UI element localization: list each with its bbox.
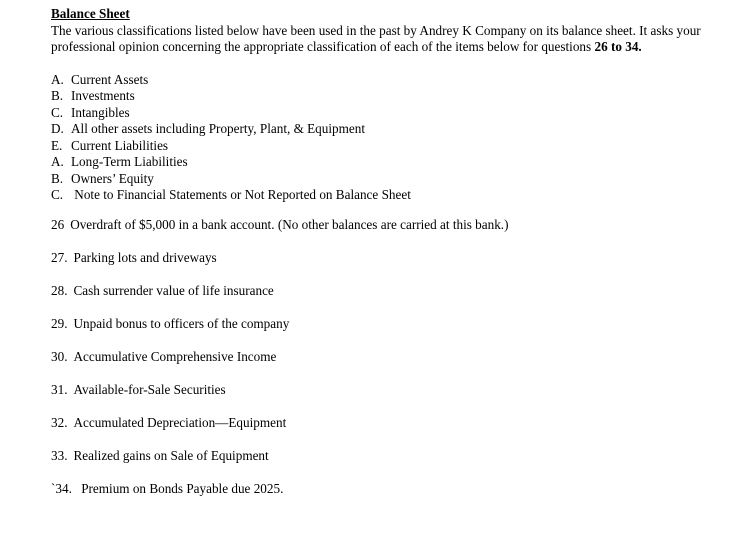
classification-item bbox=[51, 154, 721, 171]
option-label: Owners’ Equity bbox=[71, 170, 154, 186]
option-letter: E. bbox=[51, 137, 63, 153]
option-letter: B. bbox=[51, 170, 64, 186]
question-text: Accumulated Depreciation—Equipment bbox=[73, 414, 287, 430]
question-number: 31. bbox=[51, 381, 68, 397]
intro-paragraph bbox=[51, 23, 721, 56]
question-number: 30. bbox=[51, 348, 68, 364]
question-item bbox=[51, 382, 721, 415]
question-text: Available-for-Sale Securities bbox=[73, 381, 226, 397]
option-label: Long-Term Liabilities bbox=[71, 154, 188, 169]
option-label: Current Liabilities bbox=[71, 137, 169, 153]
classification-item bbox=[51, 88, 721, 105]
document-page bbox=[51, 6, 721, 514]
option-letter: C. bbox=[51, 104, 64, 120]
option-label: Current Assets bbox=[71, 71, 149, 87]
question-text: Accumulative Comprehensive Income bbox=[73, 348, 277, 364]
option-letter: C. bbox=[51, 187, 64, 202]
option-label: Intangibles bbox=[71, 104, 130, 120]
option-letter: D. bbox=[51, 121, 64, 136]
question-number: 32. bbox=[51, 414, 68, 430]
question-item bbox=[51, 283, 721, 316]
question-text: Unpaid bonus to officers of the company bbox=[73, 315, 290, 331]
option-label: Investments bbox=[71, 88, 135, 103]
question-number: 28. bbox=[51, 282, 68, 298]
classification-item bbox=[51, 121, 721, 138]
classification-list bbox=[51, 72, 721, 204]
classification-item bbox=[51, 138, 721, 155]
intro-text: The various classifications listed below have been used in the past by Andrey K Company on its balance sheet. It asks your professional opinion concerning the appropriate classification of each of the items below for questions bbox=[51, 22, 701, 54]
option-label: All other assets including Property, Plant, & Equipment bbox=[71, 121, 365, 136]
question-item bbox=[51, 316, 721, 349]
question-item bbox=[51, 349, 721, 382]
question-list bbox=[51, 217, 721, 514]
option-letter: A. bbox=[51, 71, 64, 87]
option-label: Note to Financial Statements or Not Reported on Balance Sheet bbox=[71, 187, 411, 202]
classification-item bbox=[51, 171, 721, 188]
classification-item bbox=[51, 105, 721, 122]
question-text: Premium on Bonds Payable due 2025. bbox=[77, 480, 284, 496]
question-number: 26 bbox=[51, 216, 65, 232]
option-letter: A. bbox=[51, 154, 64, 169]
question-number: `34. bbox=[51, 480, 72, 496]
question-text: Parking lots and driveways bbox=[73, 249, 217, 265]
question-text: Realized gains on Sale of Equipment bbox=[73, 447, 269, 463]
classification-item bbox=[51, 187, 721, 204]
page-title: Balance Sheet bbox=[51, 6, 130, 21]
question-item bbox=[51, 415, 721, 448]
question-range: 26 to 34. bbox=[594, 39, 642, 54]
question-item bbox=[51, 217, 721, 250]
question-item bbox=[51, 250, 721, 283]
question-item bbox=[51, 448, 721, 481]
question-text: Cash surrender value of life insurance bbox=[73, 282, 274, 298]
question-text: Overdraft of $5,000 in a bank account. (No other balances are carried at this bank.) bbox=[70, 216, 509, 232]
question-number: 27. bbox=[51, 249, 68, 265]
option-letter: B. bbox=[51, 88, 64, 103]
question-number: 29. bbox=[51, 315, 68, 331]
classification-item bbox=[51, 72, 721, 89]
question-number: 33. bbox=[51, 447, 68, 463]
question-item bbox=[51, 481, 721, 514]
